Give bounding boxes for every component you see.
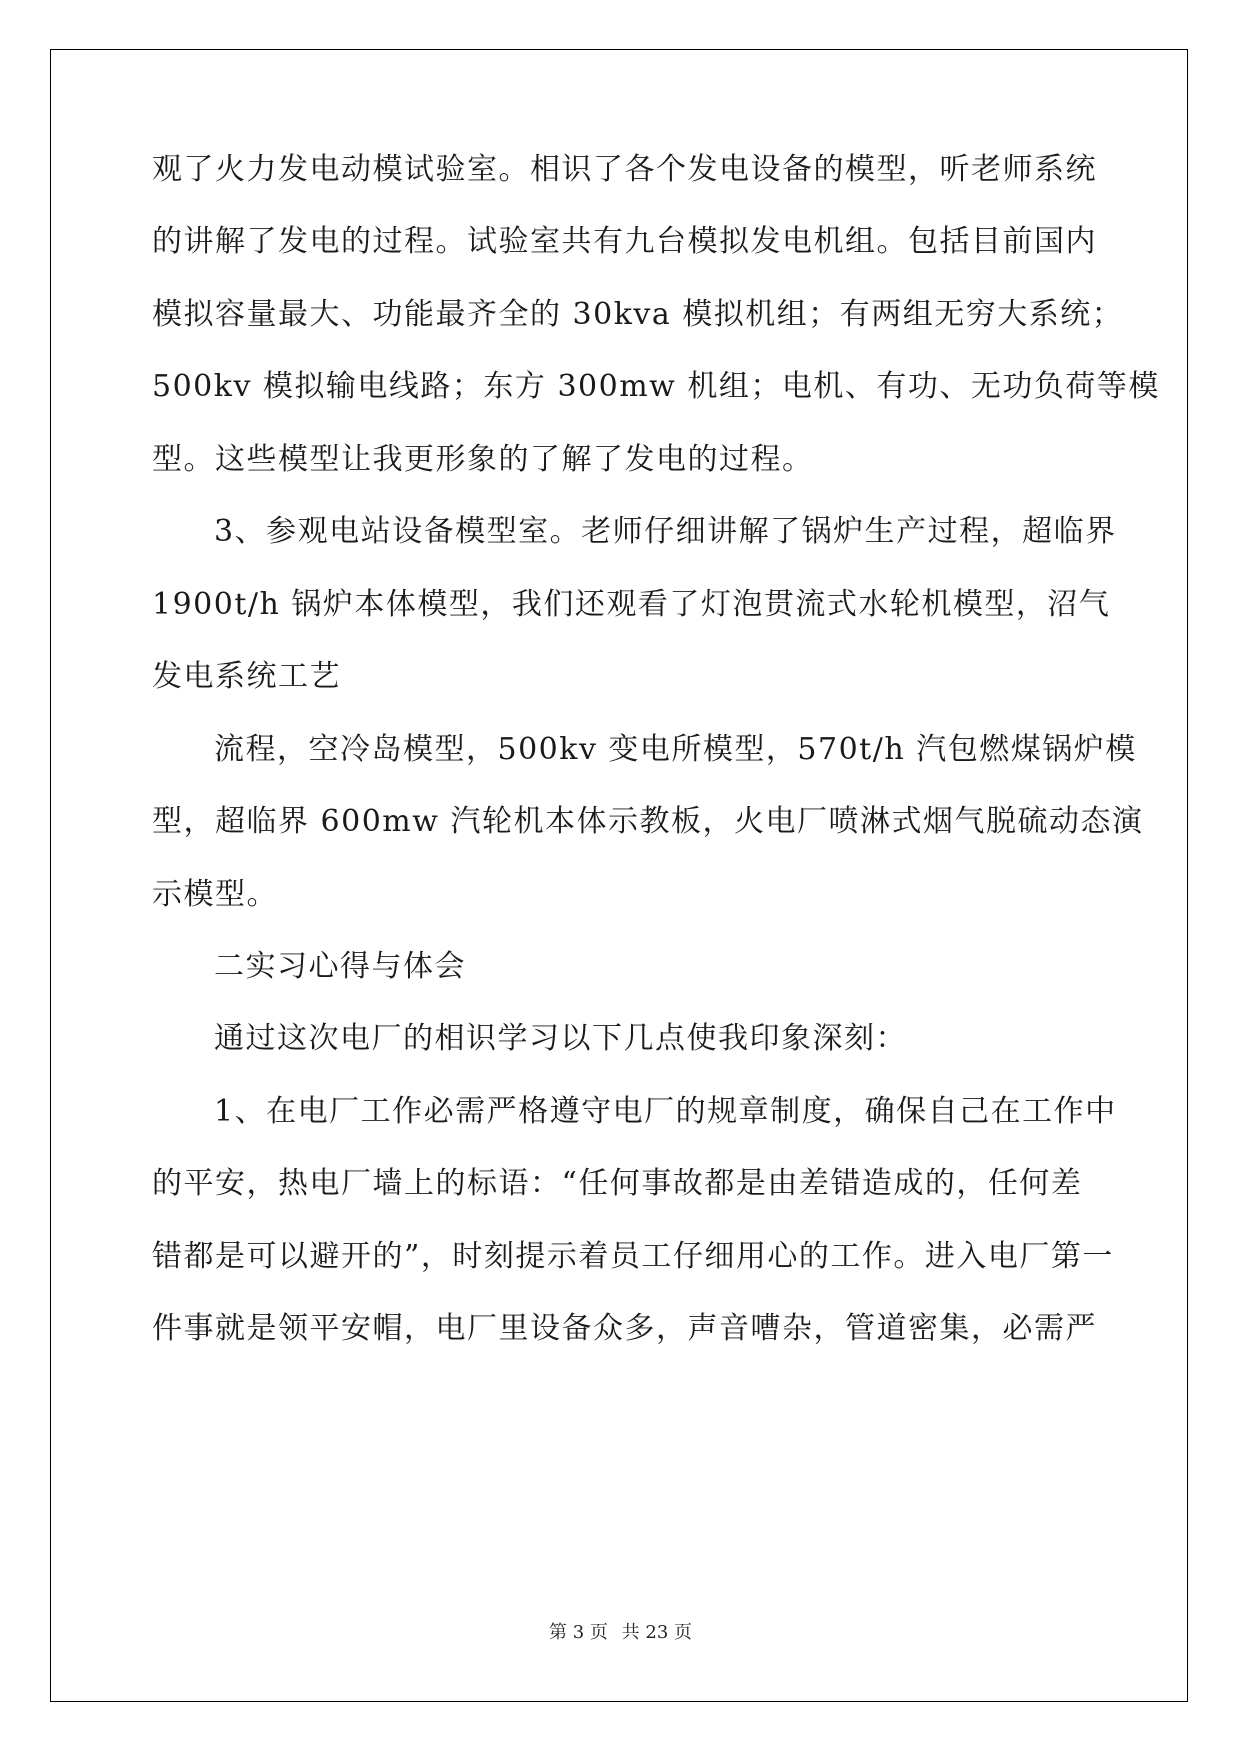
text-line: 二实习心得与体会 (214, 949, 466, 984)
page-number: 第 3 页 (549, 1622, 608, 1643)
page-total: 共 23 页 (621, 1622, 692, 1643)
text-line: 观了火力发电动模试验室。相识了各个发电设备的模型，听老师系统 (152, 152, 1097, 187)
text-line: 示模型。 (152, 877, 278, 912)
text-line: 模拟容量最大、功能最齐全的 30kva 模拟机组；有两组无穷大系统； (152, 297, 1124, 332)
page-footer (0, 1618, 1241, 1644)
text-line: 的讲解了发电的过程。试验室共有九台模拟发电机组。包括目前国内 (152, 224, 1097, 259)
text-line: 1900t/h 锅炉本体模型，我们还观看了灯泡贯流式水轮机模型，沼气 (152, 587, 1111, 622)
text-line: 1、在电厂工作必需严格遵守电厂的规章制度，确保自己在工作中 (214, 1094, 1117, 1129)
text-line: 发电系统工艺 (152, 659, 341, 694)
text-line: 的平安，热电厂墙上的标语：“任何事故都是由差错造成的，任何差 (152, 1166, 1083, 1201)
text-line: 3、参观电站设备模型室。老师仔细讲解了锅炉生产过程，超临界 (214, 514, 1117, 549)
text-line: 件事就是领平安帽，电厂里设备众多，声音嘈杂，管道密集，必需严 (152, 1311, 1097, 1346)
text-line: 500kv 模拟输电线路；东方 300mw 机组；电机、有功、无功负荷等模 (152, 369, 1160, 404)
text-line: 流程，空冷岛模型，500kv 变电所模型，570t/h 汽包燃煤锅炉模 (214, 732, 1137, 767)
text-line: 通过这次电厂的相识学习以下几点使我印象深刻： (214, 1021, 907, 1056)
text-line: 错都是可以避开的”，时刻提示着员工仔细用心的工作。进入电厂第一 (152, 1239, 1114, 1274)
text-line: 型，超临界 600mw 汽轮机本体示教板，火电厂喷淋式烟气脱硫动态演 (152, 804, 1144, 839)
text-line: 型。这些模型让我更形象的了解了发电的过程。 (152, 442, 814, 477)
